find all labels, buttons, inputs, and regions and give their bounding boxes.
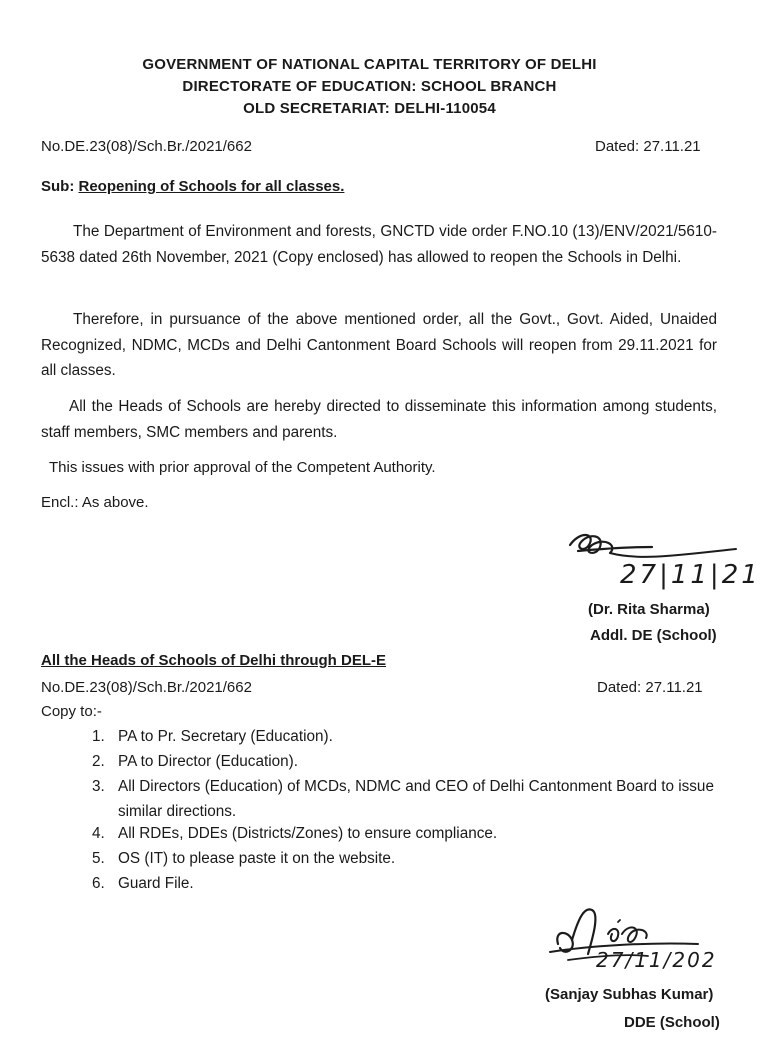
signatory-1-name: (Dr. Rita Sharma) bbox=[588, 601, 710, 618]
paragraph-1: The Department of Environment and forests, GNCTD vide order F.NO.10 (13)/ENV/2021/5610-5638 dated 26th November, 2021 (Copy enclosed) has allowed to reopen the Schools in Delhi. bbox=[41, 223, 717, 266]
header-directorate: DIRECTORATE OF EDUCATION: SCHOOL BRANCH bbox=[182, 78, 557, 95]
addressee: All the Heads of Schools of Delhi through DEL-E bbox=[41, 652, 387, 669]
copy-to-label: Copy to:- bbox=[41, 703, 102, 720]
signature-date-1: 27|11|21 bbox=[620, 560, 761, 590]
reference-number: No.DE.23(08)/Sch.Br./2021/662 bbox=[41, 138, 252, 155]
enclosure-note: Encl.: As above. bbox=[41, 494, 149, 511]
circular-page: GOVERNMENT OF NATIONAL CAPITAL TERRITORY OF DELHI DIRECTORATE OF EDUCATION: SCHOOL BRANCH OLD SECRETARIAT: DELHI-110054 No.DE.23(08)/Sch.Br./2021/662 Dated: 27.11.21 Sub: Reopening of Schools for all classes. The Department of Environment and forests, GNCTD vide order F.NO.10 (13)/ENV/2021/5610-5638 dated 26th November, 2021 (Copy enclosed) has allowed to reopen the Schools in Delhi. Therefore, in pursuance of the above mentioned order, all the Govt., Govt. Aided, Unaided Recognized, NDMC, MCDs and Delhi Cantonment Board Schools will reopen from 29.11.2021 for all classes. All the Heads of Schools are hereby directed to disseminate this information among students, staff members, SMC members and parents. This issues with prior approval of the Competent Authority. Encl.: As above. 27|11|21 (Dr. Rita Sharma) Addl. DE (School) All the Heads of Schools of Delhi through DEL-E No.DE.23(08)/Sch.Br./2021/662 Dated: 27.11.21 Copy to:- 1. PA to Pr. Secretary (Education). 2. PA to Director (Education). 3. All Directors (Education) of MCDs, NDMC and CEO of Delhi Cantonment Board to issue similar directions. 4. All RDEs, DDEs (Districts/Zones) to ensure compliance. 5. OS (IT) to please paste it on the website. 6. Guard File. 27/11/202 (Sanjay Subhas Kumar) DDE (School) bbox=[0, 0, 739, 1060]
approval-note: This issues with prior approval of the Competent Authority. bbox=[49, 459, 436, 476]
signatory-1-designation: Addl. DE (School) bbox=[590, 627, 717, 644]
signature-date-2: 27/11/202 bbox=[596, 948, 717, 972]
subject-text: Reopening of Schools for all classes. bbox=[78, 178, 345, 195]
header-address: OLD SECRETARIAT: DELHI-110054 bbox=[243, 100, 496, 117]
dated-2: Dated: 27.11.21 bbox=[597, 679, 703, 696]
subject-prefix: Sub: bbox=[41, 178, 75, 195]
dated: Dated: 27.11.21 bbox=[595, 138, 701, 155]
signatory-2-name: (Sanjay Subhas Kumar) bbox=[545, 986, 714, 1003]
signatory-2-designation: DDE (School) bbox=[624, 1014, 720, 1031]
reference-number-2: No.DE.23(08)/Sch.Br./2021/662 bbox=[41, 679, 252, 696]
paragraph-3: All the Heads of Schools are hereby directed to disseminate this information among students, staff members, SMC members and parents. bbox=[41, 398, 717, 441]
header-government: GOVERNMENT OF NATIONAL CAPITAL TERRITORY OF DELHI bbox=[142, 56, 597, 73]
paragraph-2: Therefore, in pursuance of the above mentioned order, all the Govt., Govt. Aided, Unaided Recognized, NDMC, MCDs and Delhi Cantonment Board Schools will reopen from 29.11.2021 for all classes. bbox=[41, 311, 717, 379]
subject-line bbox=[41, 178, 344, 195]
